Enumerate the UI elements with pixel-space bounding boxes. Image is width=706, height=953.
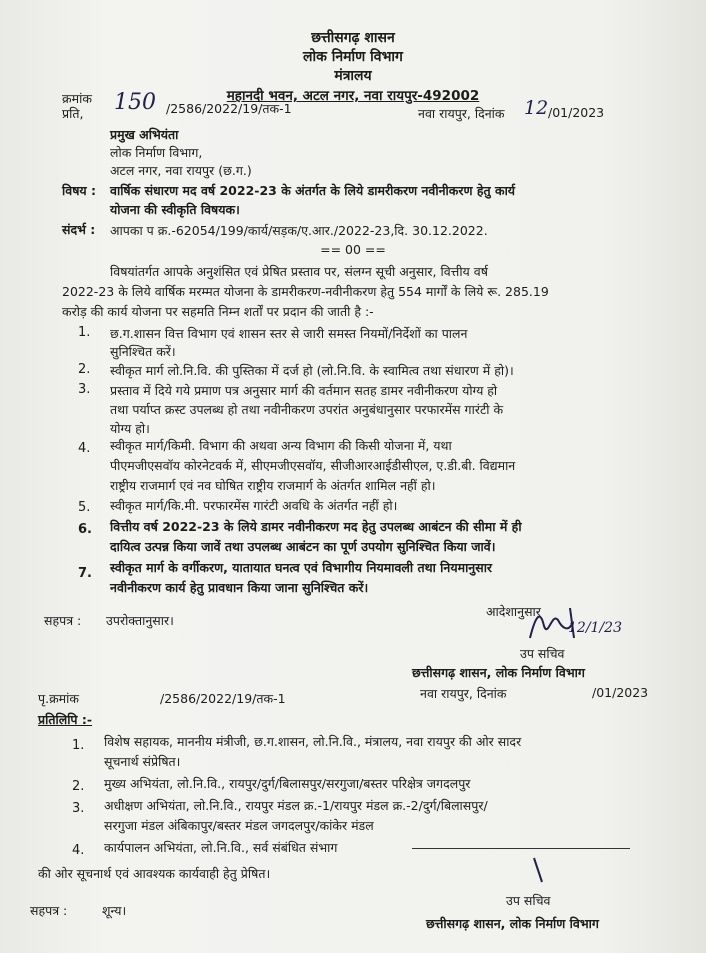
place-date-label: नवा रायपुर, दिनांक: [418, 106, 505, 121]
intro-line3: करोड़ की कार्य योजना पर सहमति निम्न शर्तों पर प्रदान की जाती है :-: [62, 304, 374, 319]
condition-number: 3.: [78, 382, 91, 397]
intro-line2: 2022-23 के लिये वार्षिक मरम्मत योजना के डामरीकरण-नवीनीकरण हेतु 554 मार्गों के लिये रू. 285.19: [62, 284, 549, 299]
copy-label: प्रतिलिपि :-: [38, 712, 93, 727]
copy-item-text: सरगुजा मंडल अंबिकापुर/बस्तर मंडल जगदलपुर/कांकेर मंडल: [104, 818, 374, 833]
condition-text: स्वीकृत मार्ग/कि.मी. परफारमेंस गारंटी अवधि के अंतर्गत नहीं हो।: [110, 498, 398, 513]
letter-number: /2586/2022/19/तक-1: [166, 101, 292, 116]
copy-item-text: मुख्य अभियंता, लो.नि.वि., रायपुर/दुर्ग/बिलासपुर/सरगुजा/बस्तर परिक्षेत्र जगदलपुर: [104, 776, 471, 791]
condition-text: स्वीकृत मार्ग लो.नि.वि. की पुस्तिका में दर्ज हो (लो.नि.वि. के स्वामित्व तथा संधारण में हो)।: [110, 363, 514, 378]
reference-label: संदर्भ :: [62, 222, 96, 237]
subject-line1: वार्षिक संधारण मद वर्ष 2022-23 के अंतर्गत के लिये डामरीकरण नवीनीकरण हेतु कार्य: [110, 183, 516, 198]
condition-text: नवीनीकरण कार्य हेतु प्रावधान किया जाना सुनिश्चित करें।: [110, 580, 369, 595]
intro-line1: विषयांतर्गत आपके अनुशंसित एवं प्रेषित प्रस्ताव पर, संलग्न सूची अनुसार, वित्तीय वर्ष: [110, 264, 488, 279]
enclosure2-label: सहपत्र :: [30, 903, 68, 918]
reference-text: आपका प क्र.-62054/199/कार्य/सड़क/ए.आर./2022-23,दि. 30.12.2022.: [110, 223, 488, 238]
by-order-text: आदेशानुसार: [486, 604, 541, 619]
prati-label: प्रति,: [62, 106, 84, 121]
condition-text: स्वीकृत मार्ग के वर्गीकरण, यातायात घनत्व एवं विभागीय नियमावली तथा नियमानुसार: [110, 560, 493, 575]
condition-text: स्वीकृत मार्ग/किमी. विभाग की अथवा अन्य विभाग की किसी योजना में, यथा: [110, 438, 452, 453]
signature2-department: छत्तीसगढ़ शासन, लोक निर्माण विभाग: [426, 916, 599, 931]
header-line1: छत्तीसगढ़ शासन: [311, 30, 395, 46]
condition-text: पीएमजीएसवॉय कोरनेटवर्क में, सीएमजीएसवॉय, सीजीआरआईडीसीएल, ए.डी.बी. विद्यमान: [110, 458, 516, 473]
copy-number: /2586/2022/19/तक-1: [160, 691, 286, 706]
subject-label: विषय :: [62, 183, 97, 198]
condition-text: दायित्व उत्पन्न किया जावें तथा उपलब्ध आबंटन का पूर्ण उपयोग सुनिश्चित किया जावें।: [110, 539, 496, 554]
condition-number: 4.: [78, 441, 91, 456]
condition-text: राष्ट्रीय राजमार्ग एवं नव घोषित राष्ट्रीय राजमार्ग के अंतर्गत शामिल नहीं हो।: [110, 478, 436, 493]
condition-number: 1.: [78, 325, 91, 340]
subject-line2: योजना की स्वीकृति विषयक।: [110, 202, 240, 217]
condition-number: 5.: [78, 500, 91, 515]
condition-text: प्रस्ताव में दिये गये प्रमाण पत्र अनुसार मार्ग की वर्तमान सतह डामर नवीनीकरण योग्य हो: [110, 383, 498, 398]
recipient-line3: अटल नगर, नवा रायपुर (छ.ग.): [110, 163, 252, 178]
recipient-line2: लोक निर्माण विभाग,: [110, 145, 203, 160]
copy-kramank: पृ.क्रमांक: [38, 691, 79, 706]
signature2-designation: उप सचिव: [506, 893, 551, 908]
handwritten-number: 150: [114, 90, 156, 115]
condition-number: 7.: [78, 566, 92, 581]
blank-line: [412, 848, 630, 849]
copy-item-text: कार्यपालन अभियंता, लो.नि.वि., सर्व संबंधित संभाग: [104, 840, 338, 855]
signature-department: छत्तीसगढ़ शासन, लोक निर्माण विभाग: [412, 665, 585, 680]
enclosure-label: सहपत्र :: [44, 613, 82, 628]
copy-item-number: 2.: [72, 779, 85, 794]
signature-designation: उप सचिव: [520, 646, 565, 661]
condition-number: 6.: [78, 522, 92, 537]
copy-item-number: 3.: [72, 801, 85, 816]
copy-item-text: अधीक्षण अभियंता, लो.नि.वि., रायपुर मंडल क्र.-1/रायपुर मंडल क्र.-2/दुर्ग/बिलासपुर/: [104, 798, 488, 813]
header-line3: मंत्रालय: [334, 68, 372, 84]
condition-text: वित्तीय वर्ष 2022-23 के लिये डामर नवीनीकरण मद हेतु उपलब्ध आबंटन की सीमा में ही: [110, 519, 522, 534]
handwritten-day: 12: [524, 97, 549, 119]
kramank-label: क्रमांक: [62, 91, 92, 106]
header-address: महानदी भवन, अटल नगर, नवा रायपुर-492002: [226, 88, 480, 104]
condition-text: सुनिश्चित करें।: [110, 344, 176, 359]
condition-text: तथा पर्याप्त क्रस्ट उपलब्ध हो तथा नवीनीकरण उपरांत अनुबंधानुसार परफारमेंस गारंटी के: [110, 402, 504, 417]
separator: == 00 ==: [320, 242, 386, 257]
copy-item-number: 4.: [72, 843, 85, 858]
copy-item-text: सूचनार्थ संप्रेषित।: [104, 754, 181, 769]
letter-date: /01/2023: [548, 105, 605, 120]
enclosure2-text: शून्य।: [102, 903, 127, 918]
signature-date: 12/1/23: [568, 620, 622, 636]
header-line2: लोक निर्माण विभाग: [303, 49, 403, 65]
enclosure-text: उपरोक्तानुसार।: [106, 613, 174, 628]
signature-date-rest: /01/2023: [592, 685, 649, 700]
recipient-line1: प्रमुख अभियंता: [110, 127, 179, 142]
copy-item-number: 1.: [72, 738, 85, 753]
condition-text: योग्य हो।: [110, 421, 150, 436]
copy-item-text: विशेष सहायक, माननीय मंत्रीजी, छ.ग.शासन, लो.नि.वि., मंत्रालय, नवा रायपुर की ओर सादर: [104, 734, 522, 749]
condition-number: 2.: [78, 362, 91, 377]
signature-place-date: नवा रायपुर, दिनांक: [420, 686, 507, 701]
condition-text: छ.ग.शासन वित्त विभाग एवं शासन स्तर से जारी समस्त नियमों/निर्देशों का पालन: [110, 326, 468, 341]
forward-line: की ओर सूचनार्थ एवं आवश्यक कार्यवाही हेतु प्रेषित।: [38, 866, 271, 881]
signature-stroke: [526, 852, 556, 892]
